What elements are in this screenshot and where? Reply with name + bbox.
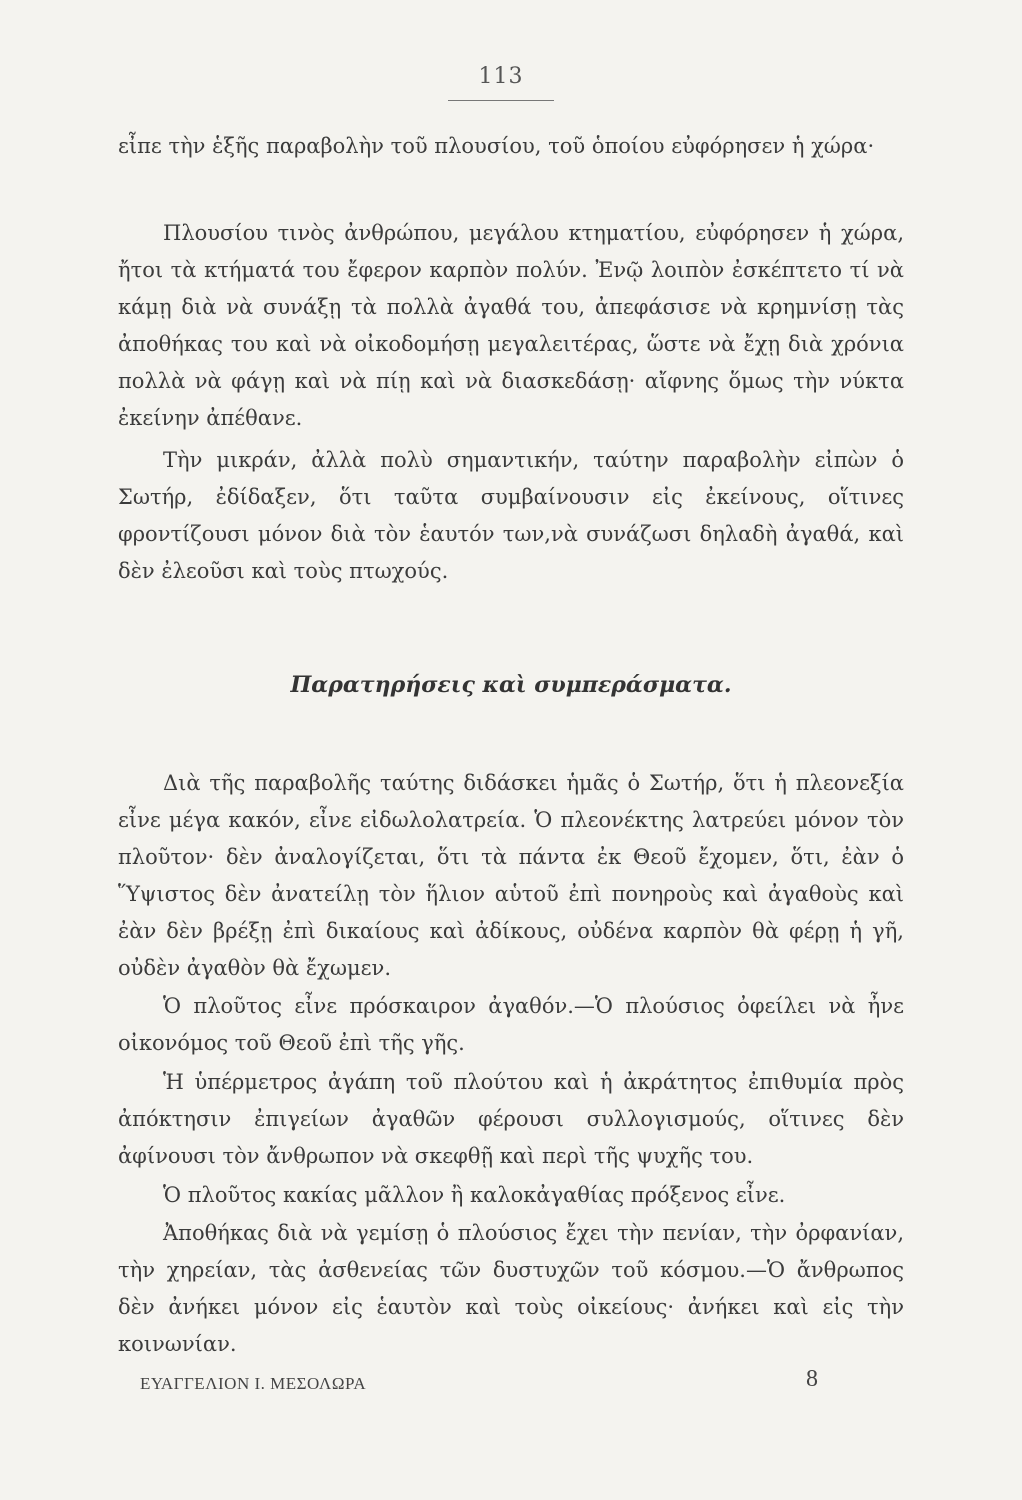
header-rule [448, 100, 554, 101]
paragraph-5 [118, 988, 904, 1062]
paragraph-4-text: Διὰ τῆς παραβολῆς ταύτης διδάσκει ἡμᾶς ὁ Σωτήρ, ὅτι ἡ πλεονεξία εἶνε μέγα κακόν, εἶνε εἰδωλολατρεία. Ὁ πλεονέκτης λατρεύει μόνον τὸν πλοῦτον· δὲν ἀναλογίζεται, ὅτι τὰ πάντα ἐκ Θεοῦ ἔχομεν, ὅτι, ἐὰν ὁ Ὕψιστος δὲν ἀνατείλῃ τὸν ἥλιον αὑτοῦ ἐπὶ πονηροὺς καὶ ἀγαθοὺς καὶ ἐὰν δὲν βρέξῃ ἐπὶ δικαίους καὶ ἀδίκους, οὐδένα καρπὸν θὰ φέρῃ ἡ γῆ, οὐδὲν ἀγαθὸν θὰ ἔχωμεν. [118, 771, 904, 980]
paragraph-4 [118, 765, 904, 987]
footer-title: ΕΥΑΓΓΕΛΙΟΝ Ι. ΜΕΣΟΛΩΡΑ [140, 1374, 367, 1393]
paragraph-7-text: Ὁ πλοῦτος κακίας μᾶλλον ἢ καλοκἀγαθίας πρόξενος εἶνε. [163, 1183, 786, 1207]
signature-mark: 8 [806, 1366, 818, 1392]
paragraph-7 [118, 1177, 904, 1214]
paragraph-6 [118, 1064, 904, 1175]
paragraph-8 [118, 1215, 904, 1363]
paragraph-3 [118, 442, 904, 590]
section-heading: Παρατηρήσεις καὶ συμπεράσματα. [290, 672, 732, 698]
paragraph-1-text: εἶπε τὴν ἑξῆς παραβολὴν τοῦ πλουσίου, τοῦ ὁποίου εὐφόρησεν ἡ χώρα· [118, 134, 875, 158]
paragraph-1 [118, 128, 904, 165]
paragraph-8-text: Ἀποθήκας διὰ νὰ γεμίσῃ ὁ πλούσιος ἔχει τὴν πενίαν, τὴν ὀρφανίαν, τὴν χηρείαν, τὰς ἀσθενείας τῶν δυστυχῶν τοῦ κόσμου.—Ὁ ἄνθρωπος δὲν ἀνήκει μόνον εἰς ἑαυτὸν καὶ τοὺς οἰκείους· ἀνήκει καὶ εἰς τὴν κοινωνίαν. [118, 1221, 904, 1356]
page-number: 113 [478, 64, 524, 89]
paragraph-6-text: Ἡ ὑπέρμετρος ἀγάπη τοῦ πλούτου καὶ ἡ ἀκράτητος ἐπιθυμία πρὸς ἀπόκτησιν ἐπιγείων ἀγαθῶν φέρουσι συλλογισμούς, οἵτινες δὲν ἀφίνουσι τὸν ἄνθρωπον νὰ σκεφθῇ καὶ περὶ τῆς ψυχῆς του. [118, 1070, 904, 1168]
paragraph-3-text: Τὴν μικράν, ἀλλὰ πολὺ σημαντικήν, ταύτην παραβολὴν εἰπὼν ὁ Σωτήρ, ἐδίδαξεν, ὅτι ταῦτα συμβαίνουσιν εἰς ἐκείνους, οἵτινες φροντίζουσι μόνον διὰ τὸν ἑαυτόν των,νὰ συνάζωσι δηλαδὴ ἀγαθά, καὶ δὲν ἐλεοῦσι καὶ τοὺς πτωχούς. [118, 448, 904, 583]
paragraph-2-text: Πλουσίου τινὸς ἀνθρώπου, μεγάλου κτηματίου, εὐφόρησεν ἡ χώρα, ἤτοι τὰ κτήματά του ἔφερον καρπὸν πολύν. Ἐνῷ λοιπὸν ἐσκέπτετο τί νὰ κάμῃ διὰ νὰ συνάξῃ τὰ πολλὰ ἀγαθά του, ἀπεφάσισε νὰ κρημνίσῃ τὰς ἀποθήκας του καὶ νὰ οἰκοδομήσῃ μεγαλειτέρας, ὥστε νὰ ἔχῃ διὰ χρόνια πολλὰ νὰ φάγῃ καὶ νὰ πίῃ καὶ νὰ διασκεδάσῃ· αἴφνης ὅμως τὴν νύκτα ἐκείνην ἀπέθανε. [118, 221, 904, 430]
paragraph-5-text: Ὁ πλοῦτος εἶνε πρόσκαιρον ἀγαθόν.—Ὁ πλούσιος ὀφείλει νὰ ἦνε οἰκονόμος τοῦ Θεοῦ ἐπὶ τῆς γῆς. [118, 994, 904, 1055]
paragraph-2 [118, 215, 904, 437]
